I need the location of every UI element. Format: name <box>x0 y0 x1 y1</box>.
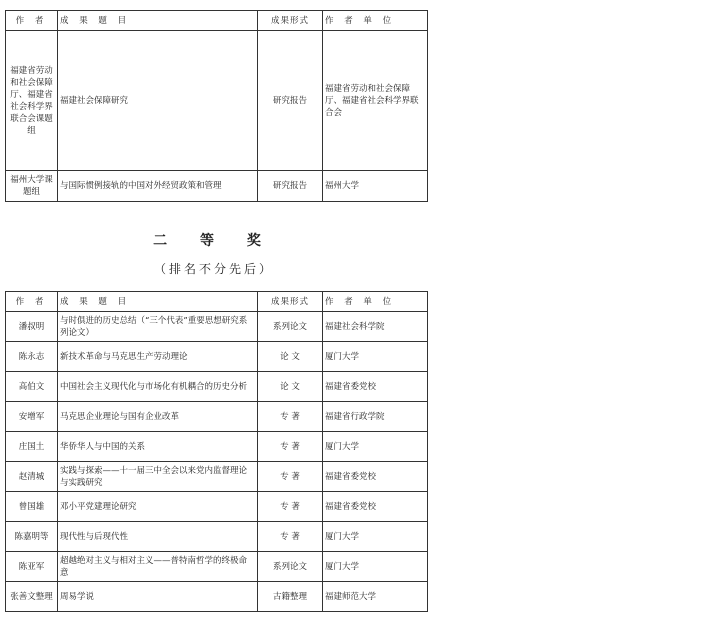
cell-author: 庄国土 <box>6 432 58 462</box>
award-table-1 <box>5 10 428 202</box>
cell-title: 实践与探索——十一届三中全会以来党内监督理论与实践研究 <box>58 462 258 492</box>
cell-author: 陈永志 <box>6 342 58 372</box>
table-row <box>6 552 428 582</box>
cell-form: 论 文 <box>258 372 323 402</box>
cell-form: 专 著 <box>258 492 323 522</box>
cell-form: 系列论文 <box>258 312 323 342</box>
cell-form: 古籍整理 <box>258 582 323 612</box>
cell-form: 研究报告 <box>258 171 323 202</box>
cell-title: 马克思企业理论与国有企业改革 <box>58 402 258 432</box>
cell-author: 赵清城 <box>6 462 58 492</box>
table-header-row <box>6 11 428 31</box>
cell-unit: 福建省行政学院 <box>323 402 428 432</box>
cell-author: 潘叔明 <box>6 312 58 342</box>
cell-author: 福建省劳动和社会保障厅、福建省社会科学界联合会课题组 <box>6 31 58 171</box>
cell-author: 陈嘉明等 <box>6 522 58 552</box>
cell-title: 周易学说 <box>58 582 258 612</box>
header-author: 作 者 <box>6 11 58 31</box>
cell-unit: 福州大学 <box>323 171 428 202</box>
table-row <box>6 492 428 522</box>
header-form: 成果形式 <box>258 292 323 312</box>
cell-form: 专 著 <box>258 462 323 492</box>
cell-form: 系列论文 <box>258 552 323 582</box>
table-row <box>6 402 428 432</box>
header-unit: 作 者 单 位 <box>323 292 428 312</box>
table-row <box>6 432 428 462</box>
cell-title: 邓小平党建理论研究 <box>58 492 258 522</box>
table-row <box>6 462 428 492</box>
header-author: 作 者 <box>6 292 58 312</box>
cell-form: 专 著 <box>258 522 323 552</box>
award-table-2 <box>5 291 428 612</box>
header-title: 成 果 题 目 <box>58 292 258 312</box>
cell-unit: 厦门大学 <box>323 522 428 552</box>
header-title: 成 果 题 目 <box>58 11 258 31</box>
header-form: 成果形式 <box>258 11 323 31</box>
ranking-note: （排名不分先后） <box>153 262 274 276</box>
cell-form: 专 著 <box>258 432 323 462</box>
cell-title: 华侨华人与中国的关系 <box>58 432 258 462</box>
cell-title: 与国际惯例接轨的中国对外经贸政策和管理 <box>58 171 258 202</box>
cell-title: 中国社会主义现代化与市场化有机耦合的历史分析 <box>58 372 258 402</box>
cell-unit: 福建省委党校 <box>323 462 428 492</box>
cell-author: 安增军 <box>6 402 58 432</box>
header-unit: 作 者 单 位 <box>323 11 428 31</box>
cell-form: 论 文 <box>258 342 323 372</box>
award-level-heading: 二 等 奖 <box>153 233 275 249</box>
table-row <box>6 372 428 402</box>
table-row <box>6 31 428 171</box>
cell-unit: 福建省委党校 <box>323 492 428 522</box>
table-row <box>6 342 428 372</box>
table-row <box>6 171 428 202</box>
cell-title: 新技术革命与马克思生产劳动理论 <box>58 342 258 372</box>
table-row <box>6 522 428 552</box>
cell-author: 福州大学课题组 <box>6 171 58 202</box>
cell-unit: 厦门大学 <box>323 342 428 372</box>
cell-author: 高伯文 <box>6 372 58 402</box>
cell-unit: 福建省委党校 <box>323 372 428 402</box>
cell-title: 与时俱进的历史总结（“三个代表”重要思想研究系列论文） <box>58 312 258 342</box>
cell-author: 张善文整理 <box>6 582 58 612</box>
cell-form: 研究报告 <box>258 31 323 171</box>
cell-form: 专 著 <box>258 402 323 432</box>
cell-unit: 福建师范大学 <box>323 582 428 612</box>
cell-title: 福建社会保障研究 <box>58 31 258 171</box>
cell-unit: 厦门大学 <box>323 432 428 462</box>
table-row <box>6 312 428 342</box>
cell-author: 曾国雄 <box>6 492 58 522</box>
cell-author: 陈亚军 <box>6 552 58 582</box>
cell-title: 现代性与后现代性 <box>58 522 258 552</box>
table-header-row <box>6 292 428 312</box>
table-row <box>6 582 428 612</box>
cell-title: 超越绝对主义与相对主义——普特南哲学的终极命意 <box>58 552 258 582</box>
cell-unit: 厦门大学 <box>323 552 428 582</box>
cell-unit: 福建社会科学院 <box>323 312 428 342</box>
cell-unit: 福建省劳动和社会保障厅、福建省社会科学界联合会 <box>323 31 428 171</box>
